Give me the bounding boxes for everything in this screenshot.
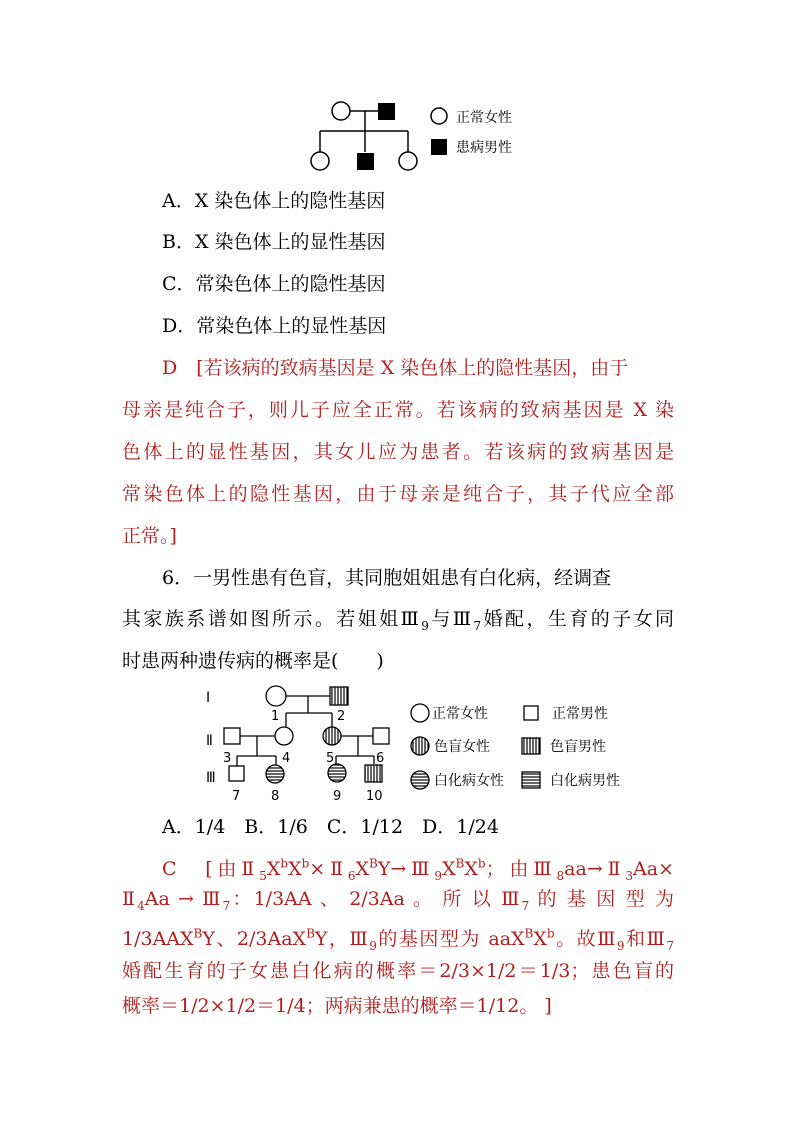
answer-explanation-line: D [若该病的致病基因是 X 染色体上的隐性基因，由于 — [162, 357, 629, 379]
albino-female-icon — [411, 771, 429, 789]
individual-id: 3 — [223, 751, 232, 766]
answer-letter: C — [162, 858, 177, 880]
answer-explanation-line: 母亲是纯合子，则儿子应全正常。若该病的致病基因是 X 染 — [122, 399, 674, 421]
individual-id: 8 — [271, 789, 280, 804]
individual-id: 7 — [232, 789, 241, 804]
legend-label: 白化病女性 — [434, 773, 504, 789]
answer-explanation-line: $1/3AAX^BY$、2/3AaX$^B$Y，$Ⅲ_9$的基因型为 $aaX^BX^b$。故$Ⅲ_9$和$Ⅲ_7$ — [122, 926, 674, 953]
legend-label: 色盲男性 — [550, 739, 606, 755]
individual-2-colorblind-male — [330, 687, 348, 705]
mother-symbol — [332, 102, 350, 120]
pedigree-figure-2 — [196, 680, 646, 805]
affected-male-icon — [431, 139, 447, 155]
option-b: B．X 染色体上的显性基因 — [162, 231, 386, 253]
normal-male-icon — [524, 706, 538, 720]
legend-label: 正常男性 — [552, 706, 608, 722]
legend-label: 患病男性 — [456, 140, 512, 156]
legend-label: 色盲女性 — [434, 739, 490, 755]
individual-7-normal-male — [229, 766, 244, 781]
individual-id: 6 — [376, 751, 385, 766]
generation-label: Ⅲ — [206, 770, 216, 786]
individual-8-albino-female — [266, 765, 284, 783]
daughter-symbol — [311, 152, 329, 170]
answer-explanation-line: C [由$Ⅱ_5X^bX^b\times Ⅱ_6X^BY\to Ⅲ_9X^BX^b$；由$Ⅲ_8aa\to Ⅱ_3Aa\times$ — [162, 856, 674, 883]
individual-3-normal-male — [224, 728, 240, 744]
individual-6-normal-male — [373, 728, 389, 744]
individual-id: 1 — [271, 709, 280, 724]
individual-id: 5 — [326, 751, 335, 766]
normal-female-icon — [411, 704, 429, 722]
generation-label: Ⅰ — [206, 690, 211, 706]
colorblind-female-icon — [411, 737, 429, 755]
answer-explanation-line: 婚配生育的子女患白化病的概率＝2/3×1/2＝1/3；患色盲的 — [122, 960, 674, 982]
legend-label: 正常女性 — [456, 110, 512, 126]
question-stem: 时患两种遗传病的概率是( ) — [122, 650, 384, 672]
normal-female-icon — [431, 108, 447, 124]
individual-9-albino-female — [328, 764, 346, 782]
father-symbol — [378, 103, 395, 120]
colorblind-male-icon — [522, 738, 540, 754]
legend-label: 正常女性 — [432, 706, 488, 722]
individual-1-normal-female — [266, 686, 286, 706]
answer-explanation-line: $Ⅱ_4Aa$ → $Ⅲ_7$：1/3AA 、 2/3Aa 。 所 以 $Ⅲ_7$ 的 基 因 型 为 — [122, 888, 674, 913]
individual-10-colorblind-male — [365, 765, 382, 782]
generation-label: Ⅱ — [206, 733, 213, 749]
individual-id: 4 — [282, 751, 291, 766]
individual-id: 10 — [366, 789, 383, 804]
individual-id: 9 — [333, 789, 342, 804]
answer-explanation-line: 正常。] — [122, 525, 177, 547]
individual-5-colorblind-female — [323, 727, 341, 745]
individual-4-normal-female — [275, 727, 293, 745]
option-c: C．常染色体上的隐性基因 — [162, 273, 386, 295]
son-symbol — [357, 153, 374, 170]
pedigree-figure-1 — [300, 95, 540, 175]
question-stem: 其家族系谱如图所示。若姐姐$Ⅲ_9$与$Ⅲ_7$婚配，生育的子女同 — [122, 608, 674, 633]
answer-explanation-line: 色体上的显性基因，其女儿应为患者。若该病的致病基因是 — [122, 441, 674, 463]
albino-male-icon — [522, 772, 540, 788]
answer-explanation-line: 概率＝1/2×1/2＝1/4；两病兼患的概率＝1/12。 ] — [122, 995, 552, 1017]
option-d: D．常染色体上的显性基因 — [162, 315, 387, 337]
option-a: A．X 染色体上的隐性基因 — [162, 190, 386, 212]
individual-id: 2 — [337, 709, 346, 724]
daughter-symbol — [399, 152, 417, 170]
answer-letter: D — [162, 357, 178, 379]
legend-label: 白化病男性 — [550, 773, 620, 789]
question-stem: 6．一男性患有色盲，其同胞姐姐患有白化病，经调查 — [162, 567, 612, 589]
q6-options: A．1/4 B．1/6 C．1/12 D．1/24 — [162, 816, 499, 838]
answer-explanation-line: 常染色体上的隐性基因，由于母亲是纯合子，其子代应全部 — [122, 483, 674, 505]
